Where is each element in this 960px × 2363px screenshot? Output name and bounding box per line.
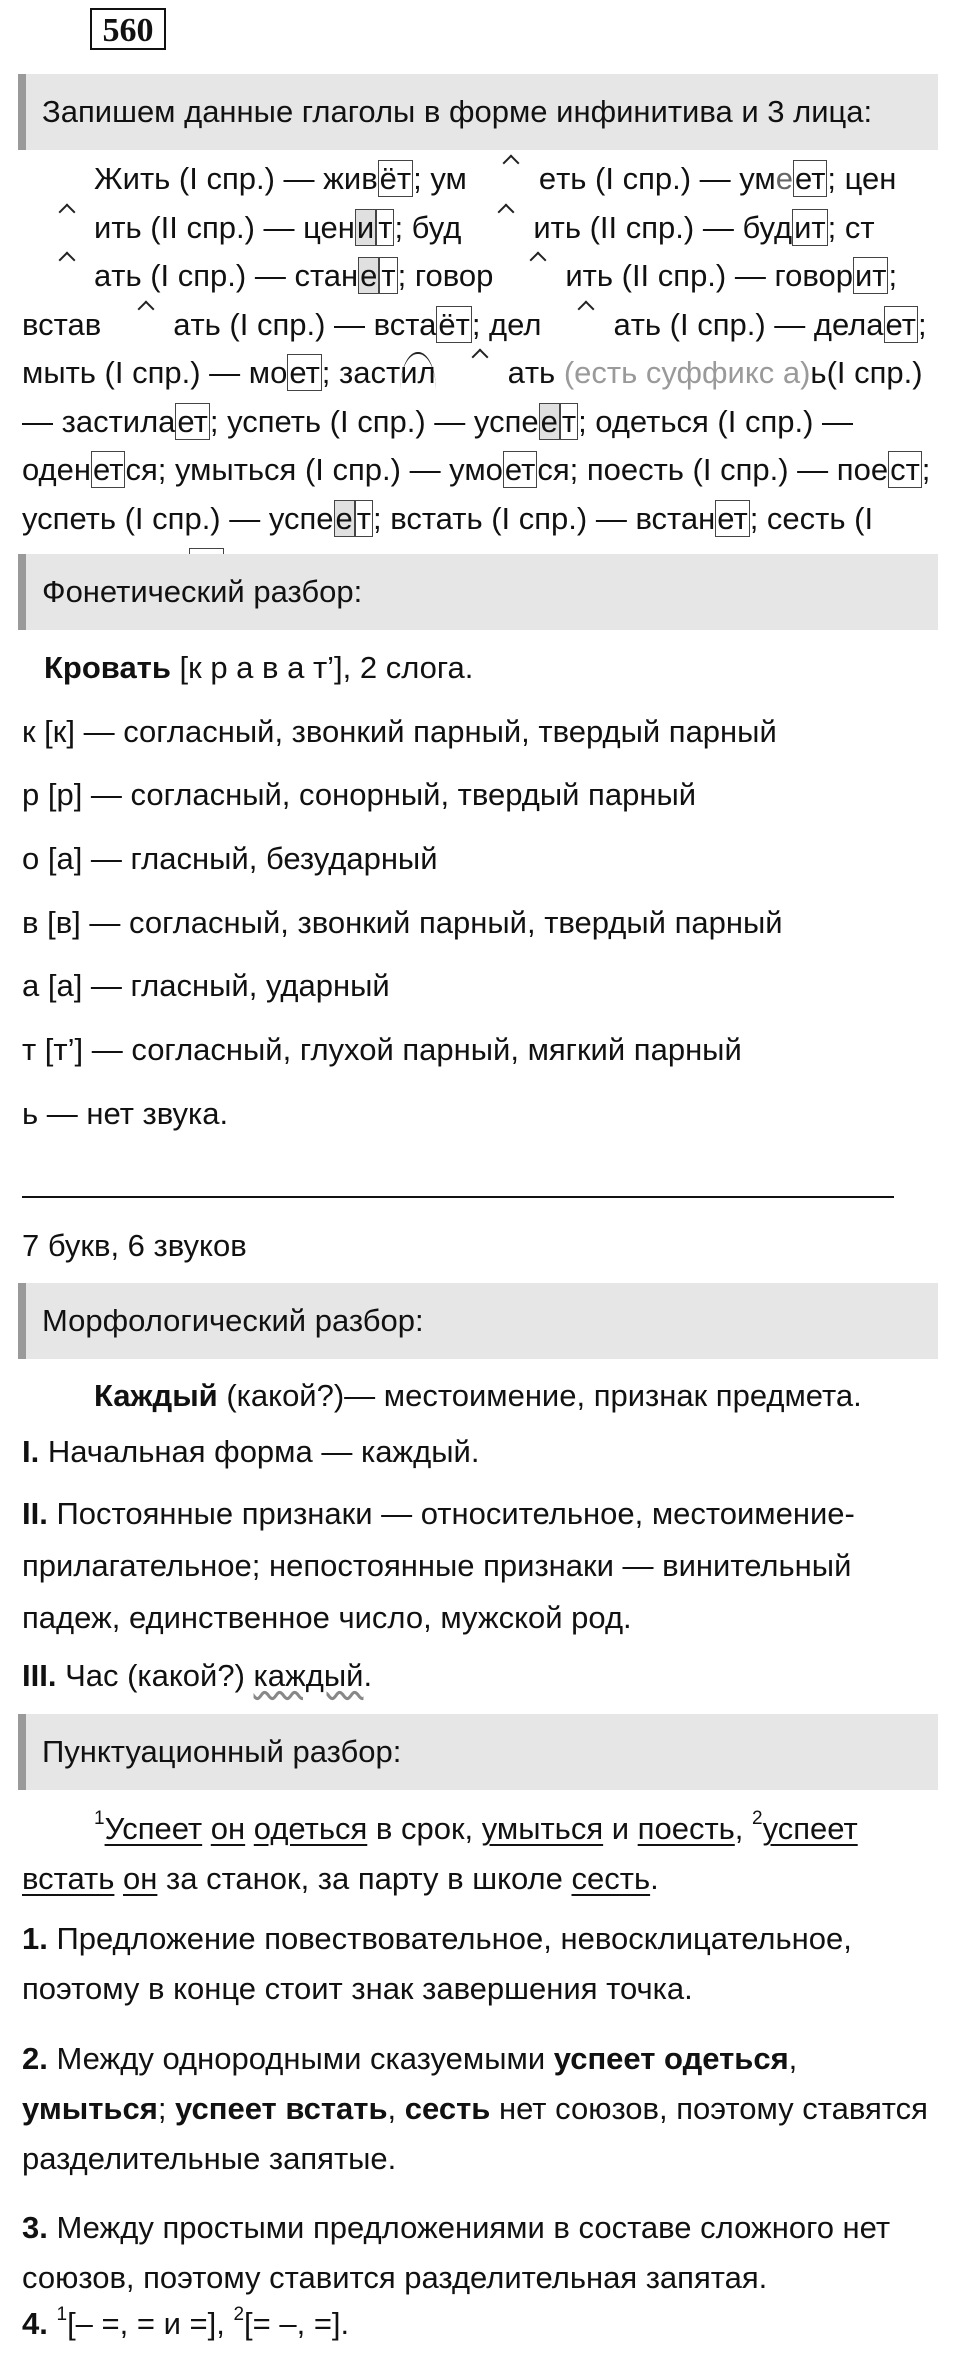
phonetic-total: 7 букв, 6 звуков xyxy=(22,1228,247,1263)
punct-point-1: 1. Предложение повествовательное, невосклицательное, поэтому в конце стоит знак завершения точка. xyxy=(22,1921,852,2006)
section-header-morphological: Морфологический разбор: xyxy=(18,1283,938,1359)
phonetic-word: Кровать xyxy=(44,650,171,685)
verbs-paragraph: Жить (I спр.) — живёт; ум еть (I спр.) — умеет; ценить (II спр.) — цени т; буд ить (II спр.) — будит; стать (I спр.) — стане т; говор ить (II спр.) — говорит; встав ать (I спр.) — встаёт; дел ать (I спр.) — делает; мыть (I спр.) — моет; застил ать (есть суффикс а)ь(I спр.) — застилает; успеть (I спр.) — успее т; одеться (I спр.) — оденется; умыться (I спр.) — умоется; поесть (I спр.) — поест; успеть (I спр.) — успее т; встать (I спр.) — встанет; сесть (I xyxy=(22,155,942,592)
exercise-number: 560 xyxy=(90,8,166,50)
section-header-punctuation: Пунктуационный разбор: xyxy=(18,1714,938,1790)
section-header-verbs: Запишем данные глаголы в форме инфинитива и 3 лица: xyxy=(18,74,938,150)
morph-point-1: I. Начальная форма — каждый. xyxy=(22,1434,480,1469)
phonetic-line-1: к [к] — согласный, звонкий парный, твердый парный xyxy=(22,714,777,749)
morph-word-line: Каждый (какой?)— местоимение, признак предмета. xyxy=(94,1378,862,1413)
morph-point-3: III. Час (какой?) каждый. xyxy=(22,1658,373,1693)
phonetic-line-7: ь — нет звука. xyxy=(22,1096,229,1131)
phonetic-line-2: р [р] — согласный, сонорный, твердый парный xyxy=(22,777,697,812)
punct-sentence: $^1$Успеет он одеться в срок, умыться и поесть, $^2$успеет встать он за станок, за парту в школе сесть. xyxy=(22,1808,858,1896)
phonetic-line-3: о [а] — гласный, безударный xyxy=(22,841,438,876)
punct-point-2: 2. Между однородными сказуемыми успеет одеться, умыться; успеет встать, сесть нет союзов, поэтому ставятся разделительные запятые. xyxy=(22,2041,928,2176)
divider-line xyxy=(22,1196,894,1198)
phonetic-line-4: в [в] — согласный, звонкий парный, твердый парный xyxy=(22,905,783,940)
section-header-phonetic: Фонетический разбор: xyxy=(18,554,938,630)
phonetic-line-6: т [т’] — согласный, глухой парный, мягкий парный xyxy=(22,1032,742,1067)
phonetic-line-5: а [а] — гласный, ударный xyxy=(22,968,390,1003)
punct-point-3: 3. Между простыми предложениями в составе сложного нет союзов, поэтому ставится разделительная запятая. xyxy=(22,2210,891,2295)
morph-point-2: II. Постоянные признаки — относительное, местоимение-прилагательное; непостоянные признаки — винительный падеж, единственное число, мужской род. xyxy=(22,1496,855,1635)
morph-word: Каждый xyxy=(94,1378,218,1413)
phonetic-word-line: Кровать [к р а в а т’], 2 слога. xyxy=(44,650,474,685)
punct-point-4: 4. $^1$[– =, = и =], $^2$[= –, =]. xyxy=(22,2304,350,2341)
